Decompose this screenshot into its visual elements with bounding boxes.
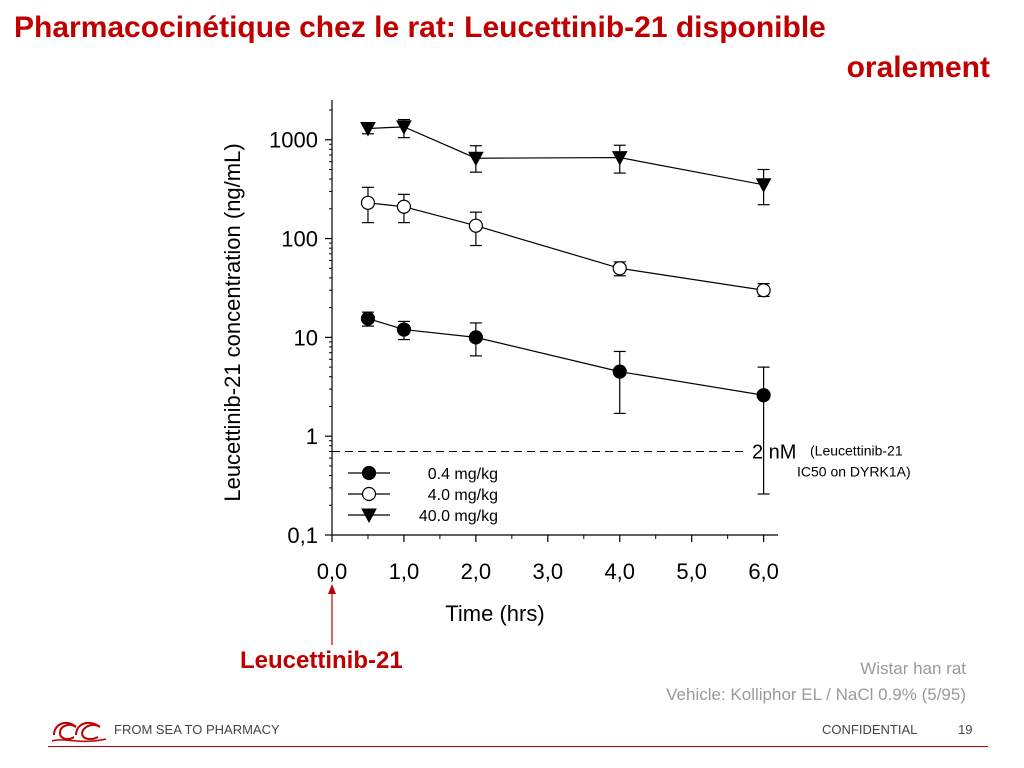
y-axis-label: Leucettinib-21 concentration (ng/mL) [220,143,245,502]
series-line-0-4-mg-kg [368,319,764,396]
data-point-4-0-mg-kg [361,196,374,209]
x-tick-label: 4,0 [604,559,636,584]
footer-divider [48,746,988,747]
data-point-0-4-mg-kg [613,365,626,378]
data-point-0-4-mg-kg [361,312,374,325]
data-point-40-0-mg-kg [757,179,771,192]
data-point-0-4-mg-kg [397,323,410,336]
title-line-1: Pharmacocinétique chez le rat: Leucettinib-21 disponible [14,11,826,44]
legend-label: 4.0 mg/kg [427,487,498,504]
footer-tagline: FROM SEA TO PHARMACY [114,722,280,737]
y-tick-label: 0,1 [287,523,318,548]
legend-marker [363,488,376,501]
note-vehicle: Vehicle: Kolliphor EL / NaCl 0.9% (5/95) [666,685,966,704]
data-point-0-4-mg-kg [757,389,770,402]
reference-note-1: (Leucettinib-21 [810,442,903,459]
y-tick-label: 1000 [269,127,318,153]
y-tick-label: 1 [305,424,318,450]
company-logo-icon [50,715,108,745]
x-tick-label: 2,0 [460,559,492,584]
data-point-4-0-mg-kg [613,262,626,275]
page-number: 19 [958,722,973,737]
x-tick-label: 0,0 [316,559,348,584]
reference-note-2: IC50 on DYRK1A) [797,463,911,480]
dosing-arrow-label: Leucettinib-21 [240,647,403,674]
data-point-0-4-mg-kg [469,331,482,344]
data-point-4-0-mg-kg [757,284,770,297]
x-axis-label: Time (hrs) [445,601,545,626]
legend-label: 40.0 mg/kg [418,508,498,525]
y-tick-label: 100 [281,226,318,252]
reference-label: 2 nM [752,441,797,464]
study-notes [666,656,966,708]
title-line-2: oralement [846,51,990,84]
x-tick-label: 3,0 [532,559,564,584]
x-tick-label: 1,0 [388,559,420,584]
y-tick-label: 10 [293,325,318,351]
data-point-4-0-mg-kg [469,219,482,232]
note-rat-strain: Wistar han rat [860,659,966,678]
dosing-arrow-head [328,584,336,594]
x-tick-label: 6,0 [748,559,779,584]
legend-label: 0.4 mg/kg [427,466,498,483]
series-line-4-0-mg-kg [368,203,764,290]
x-tick-label: 5,0 [676,559,707,584]
series-line-40-0-mg-kg [368,127,764,185]
legend-marker [363,467,376,480]
data-point-4-0-mg-kg [397,200,410,213]
footer-confidential: CONFIDENTIAL [822,722,918,737]
